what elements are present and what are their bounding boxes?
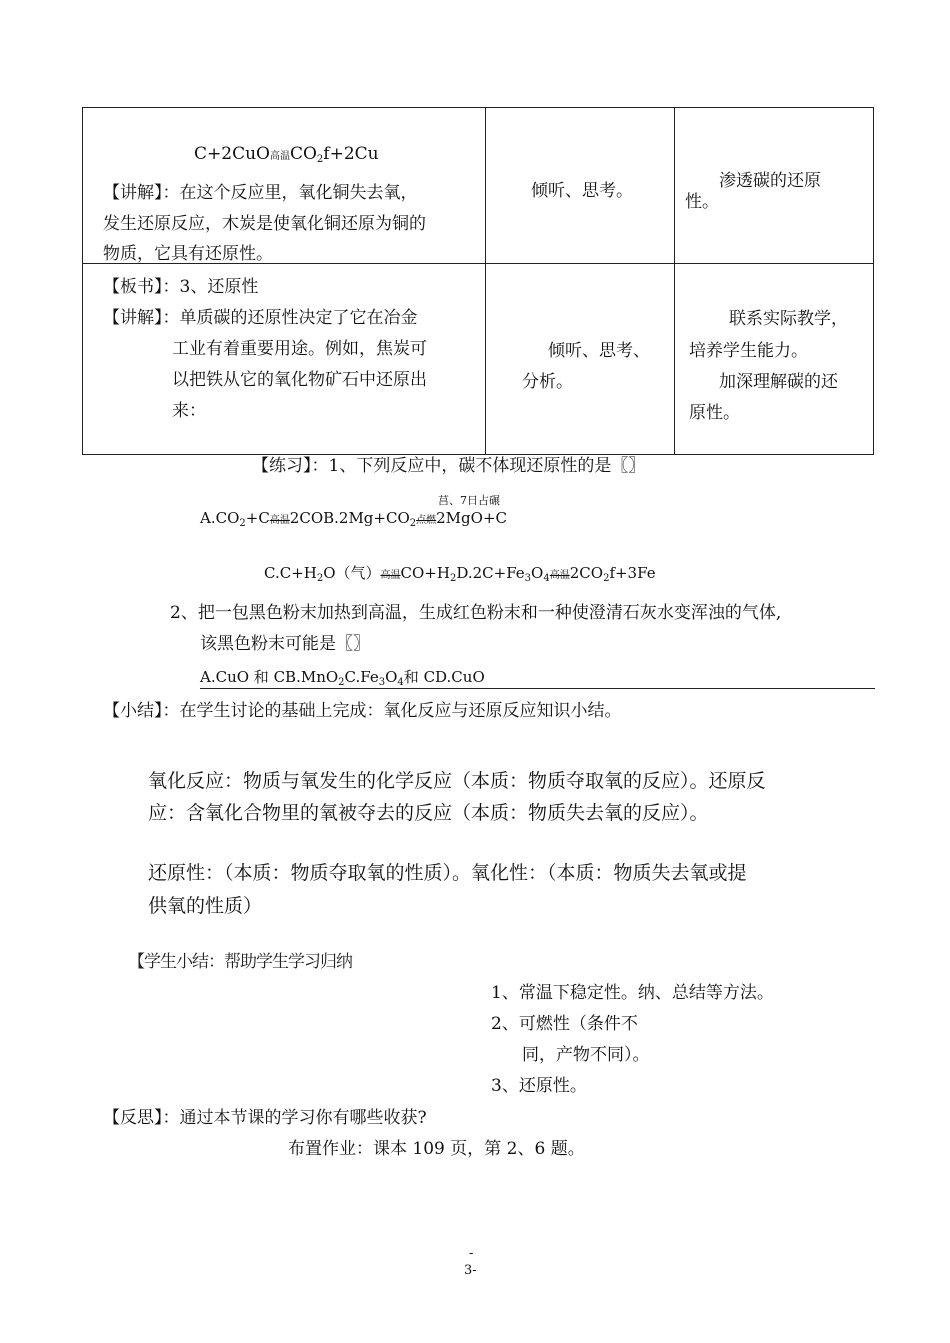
- design-intent-text: 性。: [685, 192, 719, 212]
- explanation-line: 【讲解】：单质碳的还原性决定了它在冶金: [103, 308, 418, 328]
- student-summary: 【学生小结：帮助学生学习归纳: [128, 952, 352, 972]
- student-activity-text: 倾听、思考、: [548, 341, 650, 361]
- explanation-line: 【讲解】：在这个反应里，氧化铜失去氧，: [103, 183, 418, 203]
- exercise-question-2-options: A.CuO 和 $CB.MnO_2C.Fe_3O_4$和 CD.CuO: [200, 668, 485, 688]
- explanation-line: 物质，它具有还原性。: [103, 244, 273, 264]
- summary-intro: 【小结】：在学生讨论的基础上完成：氧化反应与还原反应知识小结。: [103, 701, 622, 721]
- exercise-question-2: 2、把一包黑色粉末加热到高温，生成红色粉末和一种使澄清石灰水变浑浊的气体,: [170, 603, 782, 623]
- student-activity-text: 分析。: [522, 372, 573, 392]
- teacher-activity-cell: [83, 108, 486, 264]
- board-note: 【板书】：3、还原性: [103, 277, 259, 297]
- design-intent-text: 渗透碳的还原: [719, 171, 821, 191]
- student-activity-cell: [486, 264, 675, 455]
- design-intent-text: 培养学生能力。: [689, 341, 808, 361]
- summary-point: 3、还原性。: [491, 1076, 587, 1096]
- design-intent-cell: [675, 108, 874, 264]
- reaction-equation: C+2CuO高温$CO_2f+2Cu$: [194, 144, 379, 165]
- reflection-text: 【反思】：通过本节课的学习你有哪些收获?: [103, 1108, 427, 1128]
- exercise-options-cd: $C.C+H_2O$（气）高温$CO+H_2D.2C+Fe_3O_4$高温$2CO_2f+3Fe$: [264, 564, 656, 584]
- exercise-question-2-cont: 该黑色粉末可能是〖〗: [200, 634, 370, 654]
- exercise-question-1: 【练习】：1、下列反应中，碳不体现还原性的是〖〗: [252, 456, 646, 476]
- teacher-activity-cell: [83, 264, 486, 455]
- summary-point: 1、常温下稳定性。纳、总结等方法。: [491, 983, 774, 1003]
- homework-text: 布置作业：课本 109 页，第 2、6 题。: [288, 1139, 585, 1159]
- design-intent-text: 原性。: [689, 403, 740, 423]
- table-row: [83, 108, 874, 264]
- table-row: [83, 264, 874, 455]
- explanation-line: 发生还原反应，木炭是使氧化铜还原为铜的: [103, 214, 426, 234]
- explanation-line: 以把铁从它的氧化物矿石中还原出: [172, 370, 427, 390]
- footer-dash: -: [469, 1246, 474, 1261]
- lesson-table: [82, 107, 874, 455]
- summary-point: 2、可燃性（条件不: [491, 1014, 638, 1034]
- page-number: 3-: [464, 1263, 477, 1278]
- summary-reducing-line2: 供氧的性质）: [148, 895, 263, 917]
- explanation-line: 工业有着重要用途。例如，焦炭可: [172, 339, 427, 359]
- summary-point: 同，产物不同）。: [522, 1045, 650, 1065]
- summary-oxidation-line1: 氧化反应：物质与氧发生的化学反应（本质：物质夺取氧的反应）。还原反: [148, 770, 766, 792]
- design-intent-cell: [675, 264, 874, 455]
- summary-reducing-line1: 还原性：（本质：物质夺取氧的性质）。氧化性：（本质：物质失去氧或提: [148, 862, 747, 884]
- summary-oxidation-line2: 应：含氧化合物里的氧被夺去的反应（本质：物质失去氧的反应）。: [148, 802, 709, 824]
- exercise-options-ab: $A.CO_2+C$高温$2COB.2Mg+CO_2$点燃2MgO+C: [200, 509, 507, 529]
- student-activity-text: 倾听、思考。: [531, 181, 633, 201]
- design-intent-text: 加深理解碳的还: [719, 372, 838, 392]
- design-intent-text: 联系实际教学，: [729, 309, 848, 329]
- divider: [200, 688, 875, 689]
- garbled-note: 莒、7日占碾: [438, 494, 500, 507]
- explanation-line: 来：: [172, 401, 206, 421]
- student-activity-cell: [486, 108, 675, 264]
